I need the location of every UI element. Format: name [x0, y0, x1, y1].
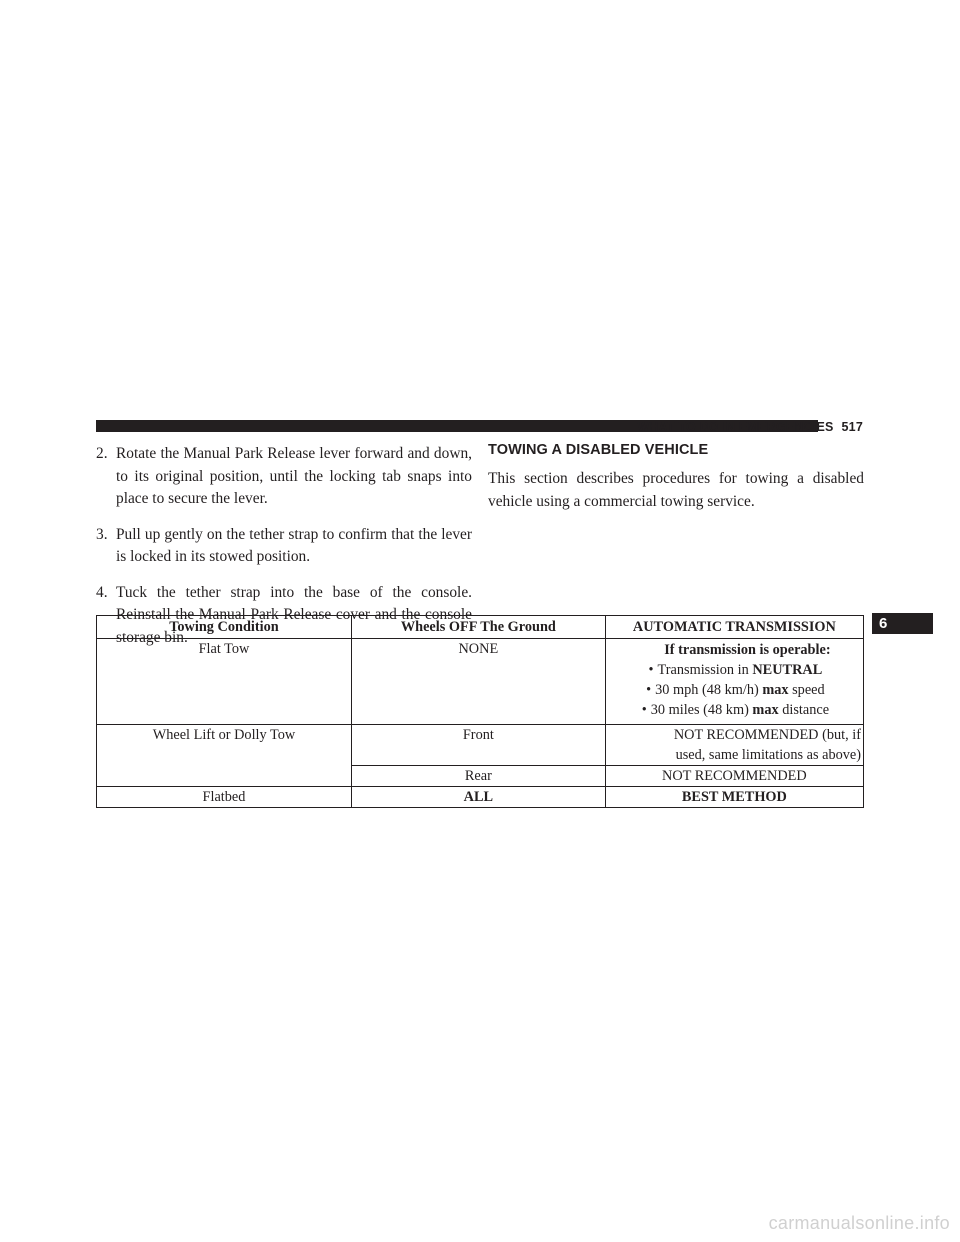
step-text: Tuck the tether strap into the base of the console. Reinstall the Manual Park Release cover and the console storage bin. — [116, 583, 472, 646]
header-section-title: WHAT TO DO IN EMERGENCIES — [637, 420, 834, 434]
list-item-emphasis: NEUTRAL — [752, 662, 823, 678]
section-heading: TOWING A DISABLED VEHICLE — [488, 442, 709, 458]
right-column — [488, 441, 864, 513]
list-item-text: speed — [788, 682, 825, 698]
list-item-text: 30 mph (48 km/h) — [655, 682, 763, 698]
chapter-tab: 6 — [872, 613, 933, 634]
step-number: 3. — [96, 525, 108, 543]
page-number: 517 — [841, 420, 863, 434]
table-row — [97, 639, 864, 725]
step-text: Rotate the Manual Park Release lever forward and down, to its original position, until the locking tab snaps into place to secure the lever. — [116, 445, 472, 507]
cell-wheels: Rear — [351, 766, 605, 787]
cell-condition: Flatbed — [97, 787, 352, 808]
list-heading: If transmission is operable: — [664, 642, 831, 658]
list-item-emphasis: max — [752, 702, 779, 718]
step-item — [96, 524, 472, 569]
cell-line: NOT RECOMMENDED (but, if — [673, 727, 861, 743]
step-text: Pull up gently on the tether strap to confirm that the lever is locked in its stowed position. — [116, 525, 472, 565]
cell-transmission — [605, 725, 863, 766]
table-row — [97, 787, 864, 808]
bullet-icon: • — [648, 662, 654, 678]
cell-line: used, same limitations as above) — [675, 747, 861, 763]
towing-table — [96, 615, 864, 808]
list-item-emphasis: max — [762, 682, 789, 698]
col-header-wheels: Wheels OFF The Ground — [351, 616, 605, 639]
table-row — [97, 725, 864, 766]
table-header-row — [97, 616, 864, 639]
list-item — [610, 700, 861, 720]
cell-condition: Flat Tow — [97, 639, 352, 725]
running-header — [637, 419, 863, 435]
list-item-text: Transmission in — [657, 662, 753, 678]
list-item — [610, 660, 861, 680]
cell-wheels: Front — [351, 725, 605, 766]
cell-transmission: BEST METHOD — [605, 787, 863, 808]
col-header-transmission: AUTOMATIC TRANSMISSION — [605, 616, 863, 639]
cell-transmission-list — [605, 639, 863, 725]
step-number: 4. — [96, 583, 108, 601]
cell-transmission: NOT RECOMMENDED — [605, 766, 863, 787]
cell-condition: Wheel Lift or Dolly Tow — [97, 725, 352, 787]
cell-wheels: ALL — [351, 787, 605, 808]
watermark: carmanualsonline.info — [768, 1213, 950, 1233]
bullet-icon: • — [646, 682, 652, 698]
cell-wheels: NONE — [351, 639, 605, 725]
col-header-condition: Towing Condition — [97, 616, 352, 639]
list-item — [610, 680, 861, 700]
step-number: 2. — [96, 445, 108, 462]
list-item-text: distance — [778, 702, 830, 718]
section-intro: This section describes procedures for towing a disabled vehicle using a commercial towing service. — [488, 470, 864, 510]
step-item — [96, 443, 472, 511]
list-item-text: 30 miles (48 km) — [650, 702, 753, 718]
bullet-icon: • — [641, 702, 647, 718]
